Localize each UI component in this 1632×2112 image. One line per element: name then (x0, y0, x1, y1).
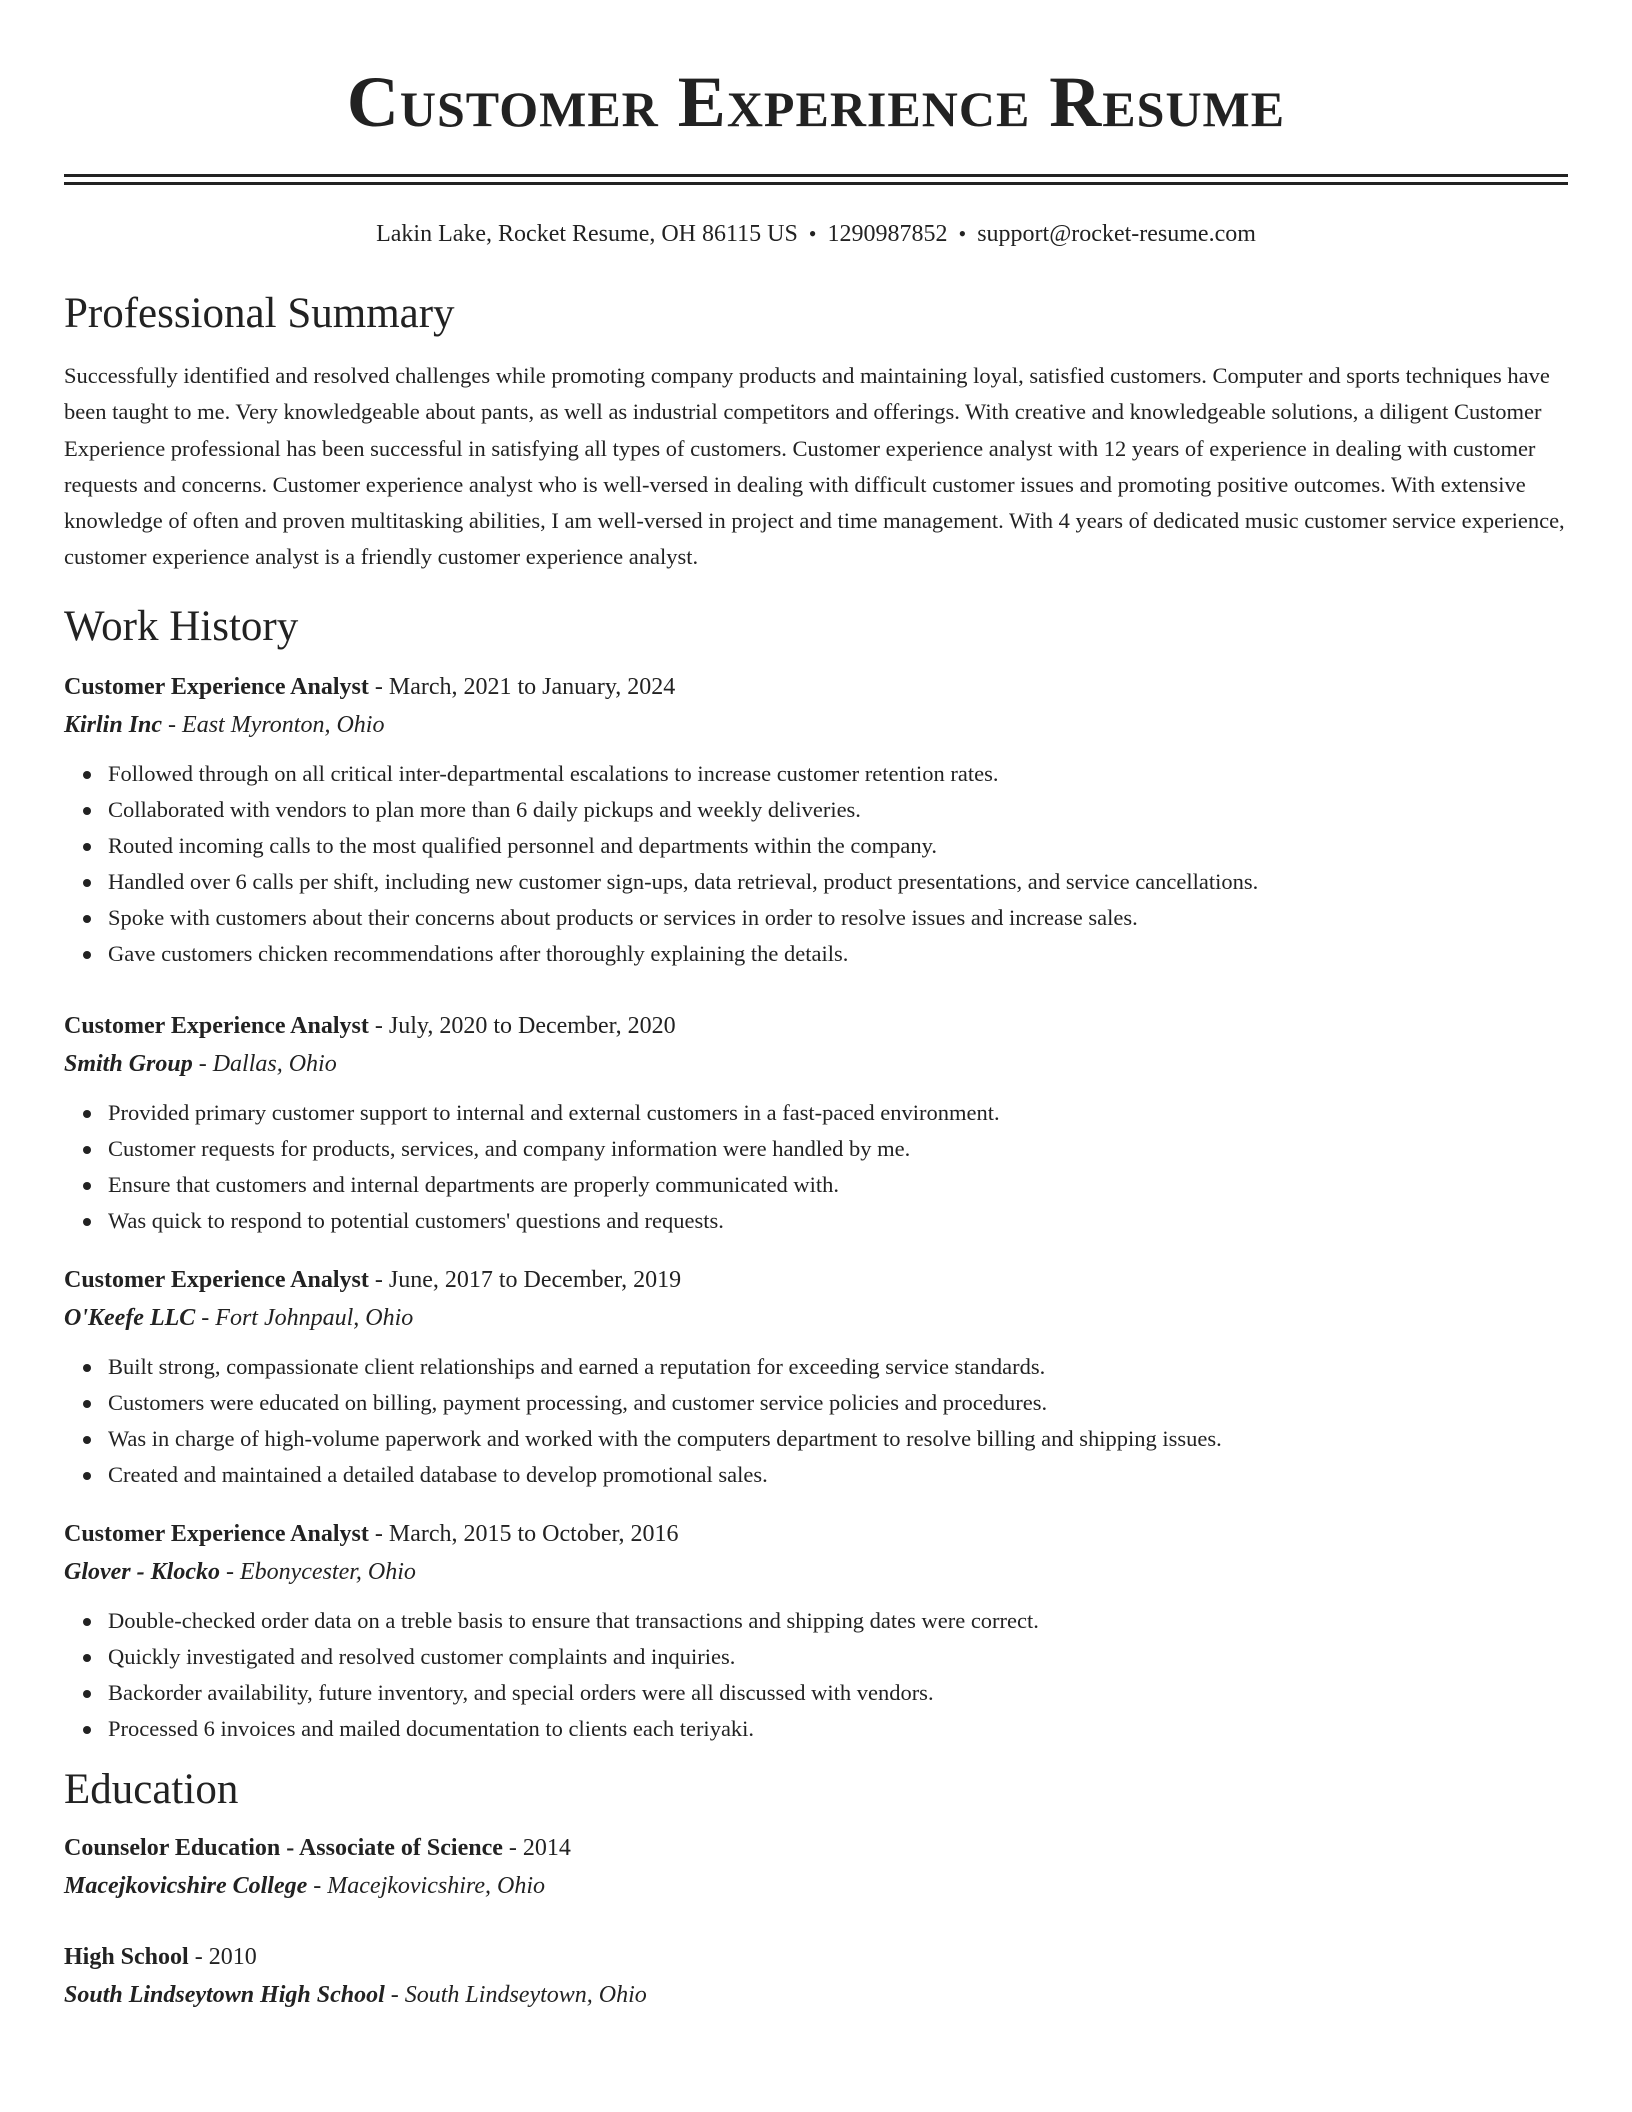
contact-address: Lakin Lake, Rocket Resume, OH 86115 US (376, 221, 798, 247)
job-title: Customer Experience Analyst (64, 1266, 369, 1293)
company-location: Fort Johnpaul, Ohio (215, 1304, 414, 1331)
summary-heading: Professional Summary (64, 290, 455, 337)
job-title-line (64, 668, 1568, 706)
graduation-year: 2014 (522, 1834, 571, 1861)
company-name: Glover - Klocko (64, 1558, 220, 1585)
contact-phone: 1290987852 (827, 221, 948, 247)
company-line (64, 706, 1568, 745)
dash-separator: - (195, 1304, 216, 1331)
contact-separator: • (808, 221, 817, 246)
work-history-list (64, 668, 1568, 1747)
job-bullet: Routed incoming calls to the most qualified personnel and departments within the company. (108, 828, 1568, 864)
company-line (64, 1553, 1568, 1592)
education-list (64, 1829, 1568, 2015)
job-title-line (64, 1515, 1568, 1553)
title-double-rule (64, 174, 1568, 185)
dash-separator: - (368, 1266, 389, 1293)
company-location: Dallas, Ohio (212, 1050, 337, 1077)
job-dates: March, 2015 to October, 2016 (388, 1520, 679, 1547)
job-bullet: Quickly investigated and resolved customer complaints and inquiries. (108, 1639, 1568, 1675)
company-name: Kirlin Inc (64, 711, 163, 738)
contact-line (64, 218, 1568, 250)
job-bullet-list (64, 1095, 1568, 1239)
job-entry (64, 1007, 1568, 1239)
resume-title: Customer Experience Resume (346, 62, 1286, 142)
job-bullet: Double-checked order data on a treble basis to ensure that transactions and shipping dates were correct. (108, 1603, 1568, 1639)
job-bullet: Followed through on all critical inter-departmental escalations to increase customer retention rates. (108, 756, 1568, 792)
dash-separator: - (307, 1872, 328, 1899)
job-dates: July, 2020 to December, 2020 (388, 1012, 676, 1039)
school-name: Macejkovicshire College (64, 1872, 308, 1899)
job-entry (64, 1261, 1568, 1493)
dash-separator: - (192, 1050, 213, 1077)
degree-name: High School (64, 1943, 189, 1970)
job-bullet-list (64, 756, 1568, 972)
school-location: Macejkovicshire, Ohio (327, 1872, 545, 1899)
school-line (64, 1867, 1568, 1906)
job-bullet-list (64, 1603, 1568, 1747)
job-title-line (64, 1261, 1568, 1299)
graduation-year: 2010 (208, 1943, 257, 1970)
dash-separator: - (162, 711, 183, 738)
dash-separator: - (502, 1834, 523, 1861)
dash-separator: - (368, 673, 389, 700)
job-bullet: Handled over 6 calls per shift, including new customer sign-ups, data retrieval, product presentations, and service cancellations. (108, 864, 1568, 900)
job-title: Customer Experience Analyst (64, 1520, 369, 1547)
dash-separator: - (188, 1943, 209, 1970)
education-heading: Education (64, 1765, 239, 1813)
education-entry (64, 1829, 1568, 1906)
company-location: Ebonycester, Ohio (239, 1558, 416, 1585)
job-bullet: Processed 6 invoices and mailed documentation to clients each teriyaki. (108, 1711, 1568, 1747)
summary-text: Successfully identified and resolved challenges while promoting company products and maintaining loyal, satisfied customers. Computer and sports techniques have been taught to me. Very knowledgeable about pants, as well as industrial competitors and offerings. With creative and knowledgeable solutions, a diligent Customer Experience professional has been successful in satisfying all types of customers. Customer experience analyst with 12 years of experience in dealing with customer requests and concerns. Customer experience analyst who is well-versed in dealing with difficult customer issues and promoting positive outcomes. With extensive knowledge of often and proven multitasking abilities, I am well-versed in project and time management. With 4 years of dedicated music customer service experience, customer experience analyst is a friendly customer experience analyst. (64, 363, 1565, 570)
dash-separator: - (219, 1558, 240, 1585)
degree-name: Counselor Education - Associate of Science (64, 1834, 503, 1861)
job-bullet: Ensure that customers and internal departments are properly communicated with. (108, 1167, 1568, 1203)
job-bullet: Spoke with customers about their concerns about products or services in order to resolve issues and increase sales. (108, 900, 1568, 936)
contact-email: support@rocket-resume.com (977, 221, 1256, 247)
job-bullet: Was in charge of high-volume paperwork and worked with the computers department to resolve billing and shipping issues. (108, 1421, 1568, 1457)
job-entry (64, 668, 1568, 972)
job-bullet: Backorder availability, future inventory, and special orders were all discussed with vendors. (108, 1675, 1568, 1711)
job-bullet-list (64, 1349, 1568, 1493)
company-name: O'Keefe LLC (64, 1304, 196, 1331)
company-location: East Myronton, Ohio (182, 711, 385, 738)
education-entry (64, 1938, 1568, 2015)
job-dates: March, 2021 to January, 2024 (388, 673, 676, 700)
school-line (64, 1976, 1568, 2015)
job-bullet: Gave customers chicken recommendations after thoroughly explaining the details. (108, 936, 1568, 972)
work-history-heading: Work History (64, 602, 299, 650)
company-line (64, 1045, 1568, 1084)
job-bullet: Customer requests for products, services, and company information were handled by me. (108, 1131, 1568, 1167)
job-title-line (64, 1007, 1568, 1045)
company-name: Smith Group (64, 1050, 193, 1077)
school-name: South Lindseytown High School (64, 1981, 385, 2008)
job-bullet: Collaborated with vendors to plan more than 6 daily pickups and weekly deliveries. (108, 792, 1568, 828)
job-bullet: Built strong, compassionate client relationships and earned a reputation for exceeding service standards. (108, 1349, 1568, 1385)
contact-separator: • (958, 221, 967, 246)
job-bullet: Created and maintained a detailed database to develop promotional sales. (108, 1457, 1568, 1493)
school-location: South Lindseytown, Ohio (404, 1981, 647, 2008)
dash-separator: - (368, 1520, 389, 1547)
job-title: Customer Experience Analyst (64, 1012, 369, 1039)
job-entry (64, 1515, 1568, 1747)
degree-line (64, 1938, 1568, 1976)
company-line (64, 1299, 1568, 1338)
job-bullet: Customers were educated on billing, payment processing, and customer service policies and procedures. (108, 1385, 1568, 1421)
dash-separator: - (368, 1012, 389, 1039)
dash-separator: - (384, 1981, 405, 2008)
job-dates: June, 2017 to December, 2019 (388, 1266, 682, 1293)
job-title: Customer Experience Analyst (64, 673, 369, 700)
job-bullet: Was quick to respond to potential customers' questions and requests. (108, 1203, 1568, 1239)
degree-line (64, 1829, 1568, 1867)
job-bullet: Provided primary customer support to internal and external customers in a fast-paced environment. (108, 1095, 1568, 1131)
